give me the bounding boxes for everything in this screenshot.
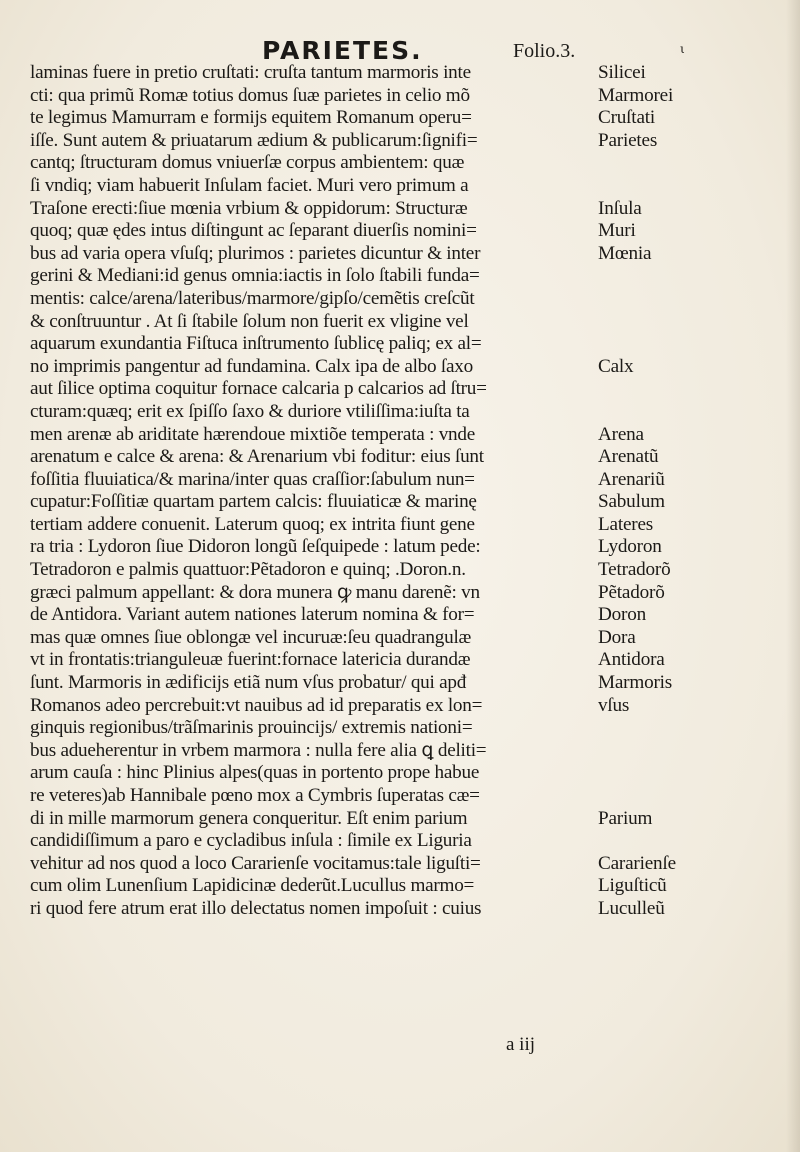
text-line [30,627,770,650]
body-text: vt in frontatis:trianguleuæ fuerint:fornace latericia durandæ [30,649,471,671]
text-line [30,446,770,469]
text-line [30,649,770,672]
marginal-note: Cruſtati [598,107,656,129]
body-text: græci palmum appellant: & dora munera ꝙ manu darenẽ: vn [30,581,480,603]
text-line [30,311,770,334]
text-line [30,740,770,763]
text-line [30,604,770,627]
body-text: cupatur:Foſſitiæ quartam partem calcis: fluuiaticæ & marinę [30,491,477,513]
body-text: ri quod fere atrum erat illo delectatus nomen impoſuit : cuius [30,897,482,919]
body-text: cti: qua primũ Romæ totius domus ſuæ parietes in celio mõ [30,84,470,106]
text-line [30,243,770,266]
text-line [30,220,770,243]
marginal-note: Arenatũ [598,446,659,468]
text-line [30,853,770,876]
body-text: candidiſſimum a paro e cycladibus inſula : ſimile ex Liguria [30,830,472,852]
body-text: foſſitia fluuiatica/& marina/inter quas craſſior:ſabulum nun= [30,468,475,490]
text-line [30,288,770,311]
running-title: PARIETES. [262,36,423,65]
body-text: Traſone erecti:ſiue mœnia vrbium & oppidorum: Structuræ [30,197,468,219]
text-line [30,672,770,695]
folio-number: Folio.3. [513,40,576,62]
marginal-note: Lateres [598,513,654,535]
body-text: mentis: calce/arena/lateribus/marmore/gipſo/cemẽtis creſcũt [30,287,475,309]
marginal-note: Silicei [598,62,646,83]
text-line [30,536,770,559]
text-line [30,175,770,198]
body-text: aquarum exundantia Fiſtuca inſtrumento ſublicę paliq; ex al= [30,333,482,355]
body-text: mas quæ omnes ſiue oblongæ vel incuruæ:ſeu quadrangulæ [30,626,472,648]
marginal-note: Doron [598,604,647,626]
text-line [30,808,770,831]
marginal-note: Muri [598,220,636,242]
marginal-note: Mœnia [598,242,652,264]
marginal-note: Lydoron [598,536,662,558]
body-text: ra tria : Lydoron ſiue Didoron longũ ſeſquipede : latum pede: [30,536,481,558]
marginal-note: Parium [598,807,653,829]
marginal-note: Sabulum [598,491,665,513]
body-text: tertiam addere conuenit. Laterum quoq; ex intrita fiunt gene [30,513,475,535]
text-line [30,401,770,424]
text-line [30,582,770,605]
text-line [30,717,770,740]
body-text: cantq; ſtructuram domus vniuerſæ corpus ambientem: quæ [30,152,465,174]
text-line [30,424,770,447]
marginal-note: Marmoris [598,672,673,694]
marginal-note: Luculleũ [598,897,665,919]
marginal-note: Parietes [598,129,658,151]
body-text: Tetradoron e palmis quattuor:Pẽtadoron e quinq; .Doron.n. [30,559,466,581]
body-text: ſi vndiq; viam habuerit Inſulam faciet. Muri vero primum a [30,174,469,196]
marginal-note: Cararienſe [598,852,676,874]
text-line [30,333,770,356]
marginal-note: Calx [598,355,634,377]
body-text: bus adueherentur in vrbem marmora : nulla fere alia ꝗ deliti= [30,739,487,761]
text-line [30,491,770,514]
marginal-note: Antidora [598,649,665,671]
body-text: Romanos adeo percrebuit:vt nauibus ad id preparatis ex lon= [30,694,483,716]
text-line [30,265,770,288]
text-line [30,559,770,582]
marginal-note: Pẽtadorõ [598,581,665,603]
body-text: di in mille marmorum genera conqueritur. Eſt enim parium [30,807,468,829]
marginal-note: Dora [598,626,636,648]
text-line [30,356,770,379]
body-text: & conſtruuntur . At ſi ſtabile ſolum non fuerit ex vligine vel [30,310,469,332]
text-line [30,830,770,853]
body-text: ſunt. Marmoris in ædificijs etiã num vſus probatur/ qui apđ [30,672,467,694]
body-text: men arenæ ab ariditate hærendoue mixtiõe temperata : vnde [30,423,476,445]
marginal-note: Inſula [598,197,642,219]
body-text: gerini & Mediani:id genus omnia:iactis in ſolo ſtabili funda= [30,265,480,287]
text-line [30,85,770,108]
text-line [30,469,770,492]
main-text-block [30,62,770,921]
text-line [30,898,770,921]
body-text: quoq; quæ ędes intus diſtingunt ac ſeparant diuerſis nomini= [30,220,477,242]
body-text: re veteres)ab Hannibale pœno mox a Cymbris ſuperatas cæ= [30,785,480,806]
body-text: arum cauſa : hinc Plinius alpes(quas in portento prope habue [30,762,480,784]
corner-mark: ι [680,42,685,56]
body-text: cum olim Lunenſium Lapidicinæ dederũt.Lucullus marmo= [30,875,475,897]
text-line [30,198,770,221]
signature-mark [0,1034,800,1060]
text-line [30,875,770,898]
text-line [30,785,770,808]
text-line [30,62,770,85]
text-line [30,107,770,130]
body-text: no imprimis pangentur ad fundamina. Calx ipa de albo ſaxo [30,355,473,377]
marginal-note: Tetradorõ [598,559,671,581]
text-line [30,695,770,718]
signature-text: a iij [506,1034,536,1055]
marginal-note: Liguſticũ [598,875,667,897]
body-text: cturam:quæq; erit ex ſpiſſo ſaxo & duriore vtiliſſima:iuſta ta [30,400,470,422]
text-line [30,378,770,401]
marginal-note: vſus [598,694,630,716]
body-text: iſſe. Sunt autem & priuatarum ædium & publicarum:ſignifi= [30,129,478,151]
marginal-note: Arenariũ [598,468,665,490]
marginal-note: Arena [598,423,644,445]
body-text: de Antidora. Variant autem nationes laterum nomina & for= [30,604,475,626]
body-text: te legimus Mamurram e formijs equitem Romanum operu= [30,107,472,129]
body-text: arenatum e calce & arena: & Arenarium vbi foditur: eius ſunt [30,446,484,468]
body-text: aut ſilice optima coquitur fornace calcaria p calcarios ad ſtru= [30,378,487,400]
body-text: vehitur ad nos quod a loco Cararienſe vocitamus:tale liguſti= [30,852,481,874]
text-line [30,130,770,153]
body-text: ginquis regionibus/trãſmarinis prouincijs/ extremis nationi= [30,717,473,739]
body-text: bus ad varia opera vſuſq; plurimos : parietes dicuntur & inter [30,242,481,264]
body-text: laminas fuere in pretio cruſtati: cruſta tantum marmoris inte [30,62,471,83]
text-line [30,762,770,785]
text-line [30,514,770,537]
page-edge-shadow [786,0,800,1152]
marginal-note: Marmorei [598,84,674,106]
text-line [30,152,770,175]
